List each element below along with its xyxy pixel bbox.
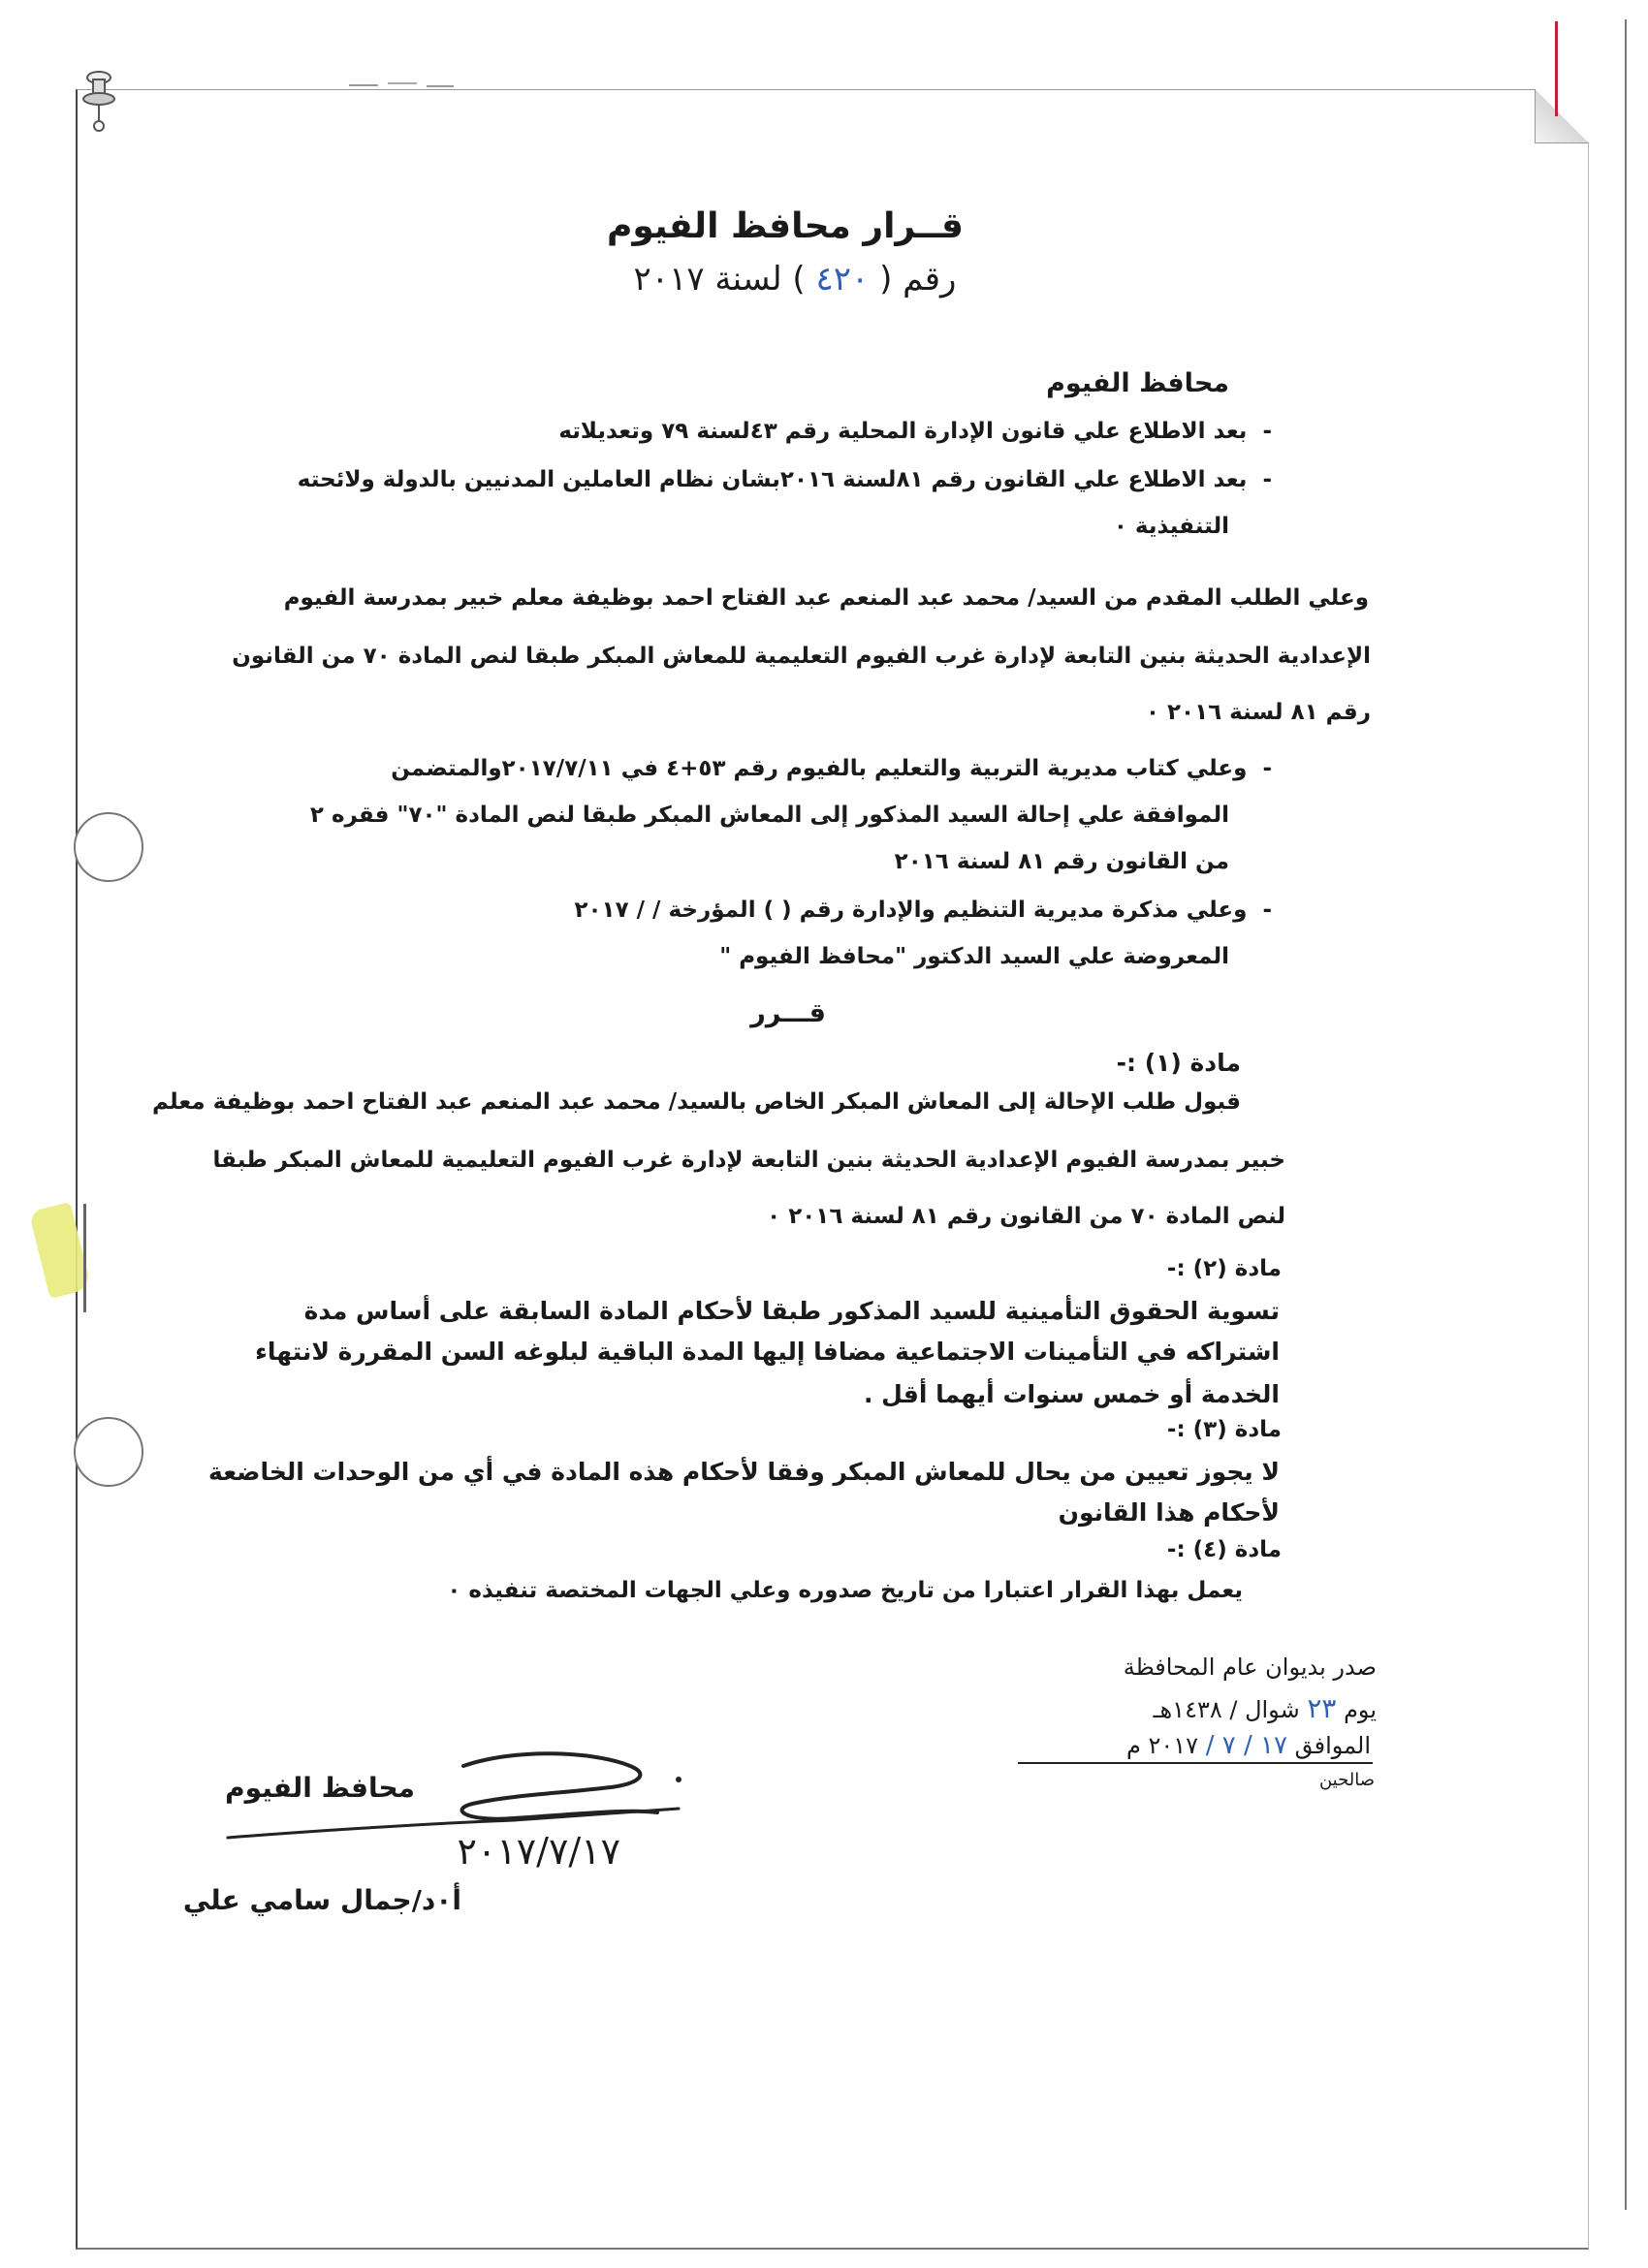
decided-heading: قـــرر <box>750 998 826 1028</box>
handwritten-gregorian-day: ١٧ / ٧ / <box>1205 1731 1287 1760</box>
preamble-bullet-2-continued: التنفيذية ٠ <box>1113 514 1229 539</box>
binder-edge-line <box>1625 19 1627 2210</box>
article-1-line-3: لنص المادة ٧٠ من القانون رقم ٨١ لسنة ٢٠١٦ ٠ <box>767 1204 1285 1229</box>
article-1-line-2: خبير بمدرسة الفيوم الإعدادية الحديثة بنين التابعة لإدارة غرب الفيوم التعليمية للمعاش المبكر طبقا <box>212 1148 1285 1173</box>
bullet-dash: - <box>1247 419 1272 444</box>
page-fold-corner <box>1535 89 1589 143</box>
corresponding-prefix: الموافق <box>1294 1732 1371 1759</box>
day-prefix: يوم <box>1344 1696 1377 1723</box>
authority-heading: محافظ الفيوم <box>1046 368 1229 398</box>
decision-title: قــرار محافظ الفيوم <box>607 206 964 246</box>
gregorian-year: ٢٠١٧ م <box>1126 1732 1199 1759</box>
hijri-month-year: شوال / ١٤٣٨هـ <box>1153 1696 1300 1723</box>
punch-hole-top <box>74 812 143 882</box>
letter-bullet-line-1: - وعلي كتاب مديرية التربية والتعليم بالفيوم رقم ٥٣+٤ في ٢٠١٧/٧/١١والمتضمن <box>391 756 1272 781</box>
paper-clip <box>83 1204 86 1312</box>
article-3-heading: مادة (٣) :- <box>1166 1417 1282 1442</box>
article-3-line-2: لأحكام هذا القانون <box>1058 1498 1280 1527</box>
handwritten-number: ٤٢٠ <box>815 260 870 299</box>
request-line-3: رقم ٨١ لسنة ٢٠١٦ ٠ <box>1145 700 1371 725</box>
signatory-name: أ٠د/جمال سامي علي <box>182 1884 461 1916</box>
issue-place: صدر بديوان عام المحافظة <box>1123 1654 1377 1681</box>
scan-artifact <box>349 78 456 91</box>
bullet-dash: - <box>1247 898 1272 923</box>
letter-bullet-line-2: الموافقة علي إحالة السيد المذكور إلى المعاش المبكر طبقا لنص المادة "٧٠" فقره ٢ <box>309 803 1229 828</box>
issue-hijri-date <box>1153 1692 1377 1725</box>
number-prefix: رقم ( <box>879 260 957 299</box>
article-2-line-1: تسوية الحقوق التأمينية للسيد المذكور طبقا لأحكام المادة السابقة على أساس مدة <box>303 1297 1280 1325</box>
number-suffix: ) لسنة ٢٠١٧ <box>633 260 806 299</box>
article-1-heading: مادة (١) :- <box>1116 1049 1241 1077</box>
article-4-heading: مادة (٤) :- <box>1166 1537 1282 1562</box>
article-3-line-1: لا يجوز تعيين من يحال للمعاش المبكر وفقا لأحكام هذه المادة في أي من الوحدات الخاضعة <box>208 1458 1280 1486</box>
request-line-1: وعلي الطلب المقدم من السيد/ محمد عبد المنعم عبد الفتاح احمد بوظيفة معلم خبير بمدرسة الفيوم <box>283 585 1369 611</box>
handwritten-day: ٢٣ <box>1307 1692 1337 1724</box>
preamble-bullet-1: - بعد الاطلاع علي قانون الإدارة المحلية رقم ٤٣لسنة ٧٩ وتعديلاته <box>558 419 1272 444</box>
article-4-line-1: يعمل بهذا القرار اعتبارا من تاريخ صدوره وعلي الجهات المختصة تنفيذه ٠ <box>447 1578 1243 1603</box>
signature-title: محافظ الفيوم <box>225 1772 415 1804</box>
request-line-2: الإعدادية الحديثة بنين التابعة لإدارة غرب الفيوم التعليمية للمعاش المبكر طبقا لنص المادة ٧٠ من القانون <box>232 644 1371 669</box>
punch-hole-bottom <box>74 1417 143 1487</box>
memo-bullet-line-1: - وعلي مذكرة مديرية التنظيم والإدارة رقم ( ) المؤرخة / / ٢٠١٧ <box>574 898 1272 923</box>
bullet-dash: - <box>1247 467 1272 492</box>
decision-number <box>543 260 1047 299</box>
issue-date-underline <box>1018 1762 1373 1764</box>
issue-gregorian-date <box>1126 1731 1371 1761</box>
pushpin-icon <box>81 70 116 132</box>
signature-date: ٢٠١٧/٧/١٧ <box>457 1830 620 1873</box>
preamble-bullet-2: - بعد الاطلاع علي القانون رقم ٨١لسنة ٢٠١٦بشان نظام العاملين المدنيين بالدولة ولائحته <box>297 467 1272 492</box>
stamp-text: صالحين <box>1318 1770 1375 1790</box>
article-2-line-3: الخدمة أو خمس سنوات أيهما أقل . <box>863 1380 1280 1408</box>
article-1-line-1: قبول طلب الإحالة إلى المعاش المبكر الخاص بالسيد/ محمد عبد المنعم عبد الفتاح احمد بوظيفة معلم <box>151 1089 1241 1115</box>
letter-bullet-line-3: من القانون رقم ٨١ لسنة ٢٠١٦ <box>894 849 1229 874</box>
bullet-dash: - <box>1247 756 1272 781</box>
memo-bullet-line-2: المعروضة علي السيد الدكتور "محافظ الفيوم " <box>719 944 1229 969</box>
article-2-heading: مادة (٢) :- <box>1166 1256 1282 1281</box>
article-2-line-2: اشتراكه في التأمينات الاجتماعية مضافا إليها المدة الباقية لبلوغه السن المقررة لانتهاء <box>255 1338 1280 1366</box>
margin-red-mark <box>1555 21 1558 116</box>
